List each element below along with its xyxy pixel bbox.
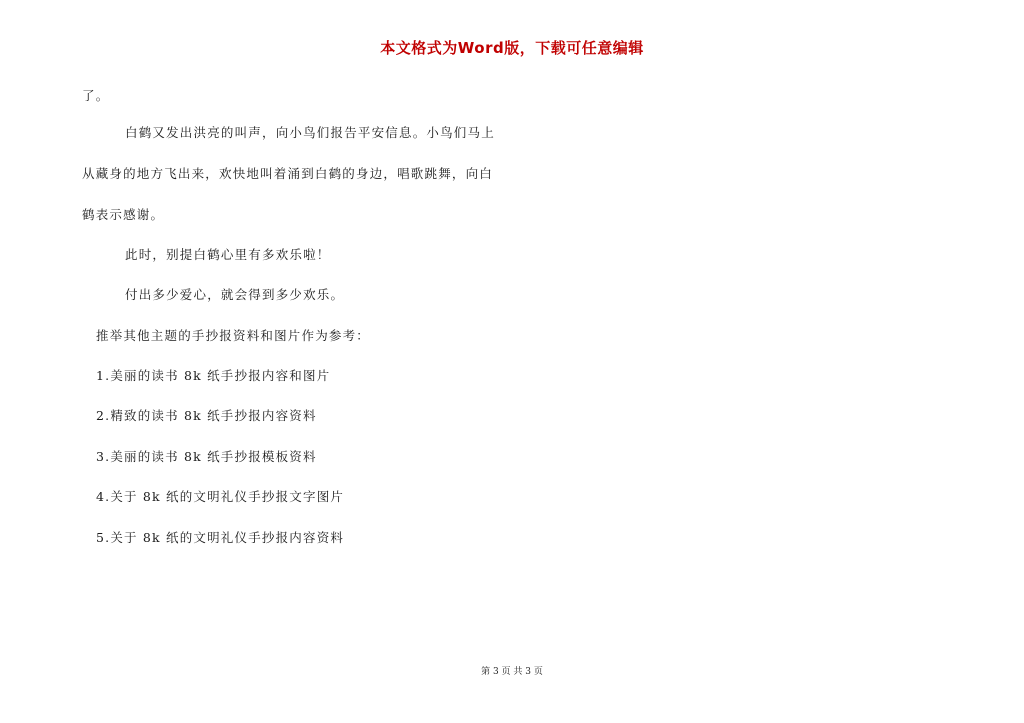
page-number-footer: 第 3 页 共 3 页 (481, 667, 543, 677)
text-line: 鹤表示感谢。 (82, 207, 165, 222)
list-item: 3.美丽的读书 8k 纸手抄报模板资料 (96, 449, 317, 464)
text-line: 推举其他主题的手抄报资料和图片作为参考： (96, 328, 371, 343)
list-item: 4.关于 8k 纸的文明礼仪手抄报文字图片 (96, 489, 345, 504)
text-line: 此时，别提白鹤心里有多欢乐啦！ (125, 247, 331, 262)
text-line: 白鹤又发出洪亮的叫声，向小鸟们报告平安信息。小鸟们马上 (125, 125, 495, 140)
list-item: 2.精致的读书 8k 纸手抄报内容资料 (96, 408, 317, 423)
text-line: 了。 (82, 88, 110, 103)
list-item: 5.关于 8k 纸的文明礼仪手抄报内容资料 (96, 530, 345, 545)
text-line: 从藏身的地方飞出来，欢快地叫着涌到白鹤的身边，唱歌跳舞，向白 (82, 166, 494, 181)
text-line: 付出多少爱心，就会得到多少欢乐。 (125, 287, 345, 302)
list-item: 1.美丽的读书 8k 纸手抄报内容和图片 (96, 368, 331, 383)
document-header-title: 本文格式为Word版，下载可任意编辑 (380, 39, 644, 57)
